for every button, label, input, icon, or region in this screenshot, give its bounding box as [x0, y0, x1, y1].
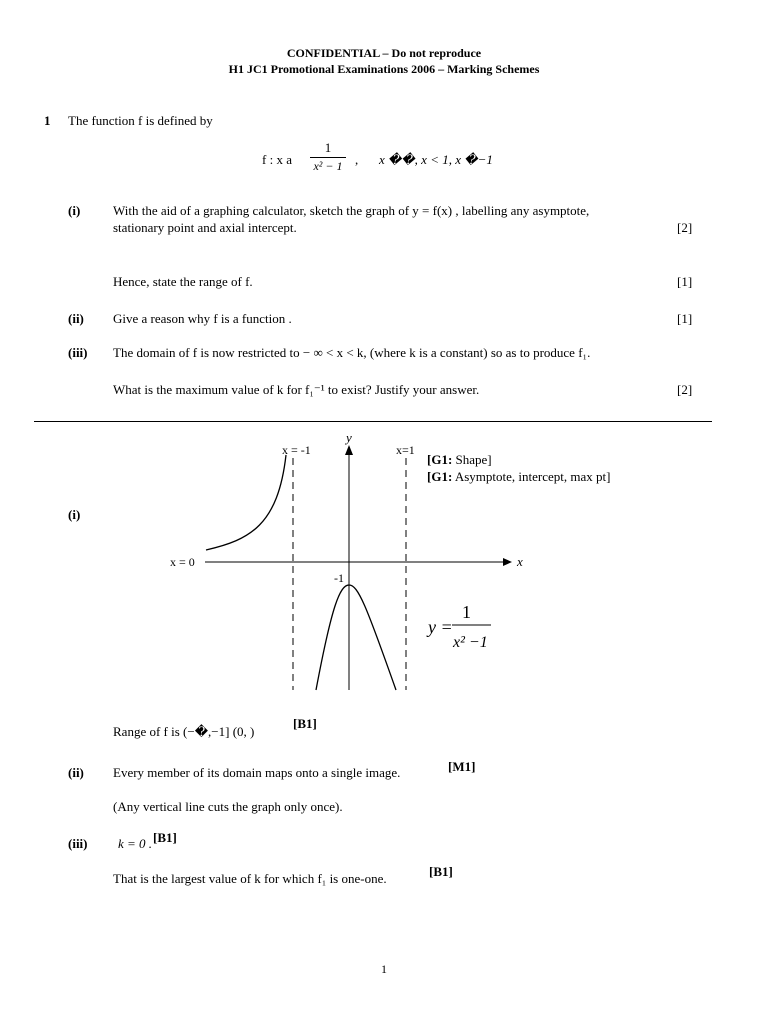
- solution-part-ii-text: Every member of its domain maps onto a single image.: [113, 765, 401, 780]
- function-definition-denominator: x² − 1: [313, 159, 343, 173]
- solution-part-iii-mark2: [B1]: [429, 864, 453, 879]
- part-iii-marks: [2]: [677, 382, 693, 397]
- solution-part-ii-note: (Any vertical line cuts the graph only once).: [113, 799, 343, 814]
- mark-g1-asymptote-tag: [G1:: [427, 469, 453, 484]
- y-axis-label: y: [346, 430, 352, 445]
- mark-g1-asymptote: [427, 469, 610, 485]
- part-i-text-line2: stationary point and axial intercept.: [113, 220, 297, 235]
- header-exam-title: H1 JC1 Promotional Examinations 2006 – Marking Schemes: [228, 62, 540, 76]
- equation-numerator: 1: [462, 602, 471, 622]
- mark-g1-shape-tag: [G1:: [427, 452, 453, 467]
- part-i-range-question: Hence, state the range of f.: [113, 274, 253, 289]
- range-interval: (−�,−1] (0, ): [183, 724, 255, 739]
- solution-part-ii-label: (ii): [68, 765, 84, 780]
- range-answer: [113, 724, 254, 740]
- solution-part-iii-text2: That is the largest value of k for which f₁ is one-one.: [113, 871, 387, 886]
- part-iii-text-line2: What is the maximum value of k for f₁⁻¹ to exist? Justify your answer.: [113, 382, 480, 397]
- part-iii-label: (iii): [68, 345, 88, 360]
- part-iii-text-line1: The domain of f is now restricted to − ∞ < x < k, (where k is a constant) so as to produce f₁.: [113, 345, 591, 360]
- part-i-label: (i): [68, 203, 81, 218]
- mark-g1-shape-text: Shape]: [455, 452, 492, 467]
- x-axis-arrow: [503, 558, 512, 566]
- solution-part-iii-mark: [B1]: [153, 830, 177, 845]
- x-axis-label: x: [517, 554, 523, 569]
- horizontal-asymptote-label: x = 0: [170, 555, 195, 569]
- y-intercept-label: -1: [334, 571, 344, 585]
- equation-denominator: x² −1: [453, 634, 488, 651]
- asymptote-right-label: x=1: [396, 443, 415, 457]
- function-domain: x ��, x < 1, x �−1: [379, 152, 493, 167]
- page-number: 1: [381, 962, 387, 976]
- asymptote-left-label: x = -1: [282, 443, 311, 457]
- solution-part-iii-label: (iii): [68, 836, 88, 851]
- solution-part-iii-text: k = 0 .: [118, 836, 153, 851]
- y-axis-arrow: [345, 445, 353, 455]
- function-definition-numerator: 1: [324, 140, 332, 155]
- function-definition-comma: ,: [355, 152, 359, 167]
- part-ii-label: (ii): [68, 311, 84, 326]
- range-text: Range of f is: [113, 724, 180, 739]
- curve-middle-branch: [316, 585, 396, 690]
- header-confidential: CONFIDENTIAL – Do not reproduce: [286, 46, 482, 60]
- part-i-marks: [2]: [677, 220, 693, 235]
- question-number: 1: [44, 113, 51, 128]
- mark-g1-asymptote-text: Asymptote, intercept, max pt]: [454, 469, 611, 484]
- equation-lhs: y =: [428, 617, 453, 637]
- question-intro: The function f is defined by: [68, 113, 213, 128]
- solution-part-i-label: (i): [68, 507, 81, 522]
- range-mark: [B1]: [293, 716, 317, 731]
- mark-g1-shape: [427, 452, 492, 468]
- part-ii-marks: [1]: [677, 311, 693, 326]
- part-ii-text: Give a reason why f is a function .: [113, 311, 292, 326]
- solution-part-ii-mark: [M1]: [448, 759, 476, 774]
- function-definition-lhs: f : x a: [262, 152, 292, 167]
- part-i-range-marks: [1]: [677, 274, 693, 289]
- curve-left-branch: [206, 455, 286, 550]
- part-i-text-line1: With the aid of a graphing calculator, sketch the graph of y = f(x) , labelling any asymptote,: [113, 203, 590, 218]
